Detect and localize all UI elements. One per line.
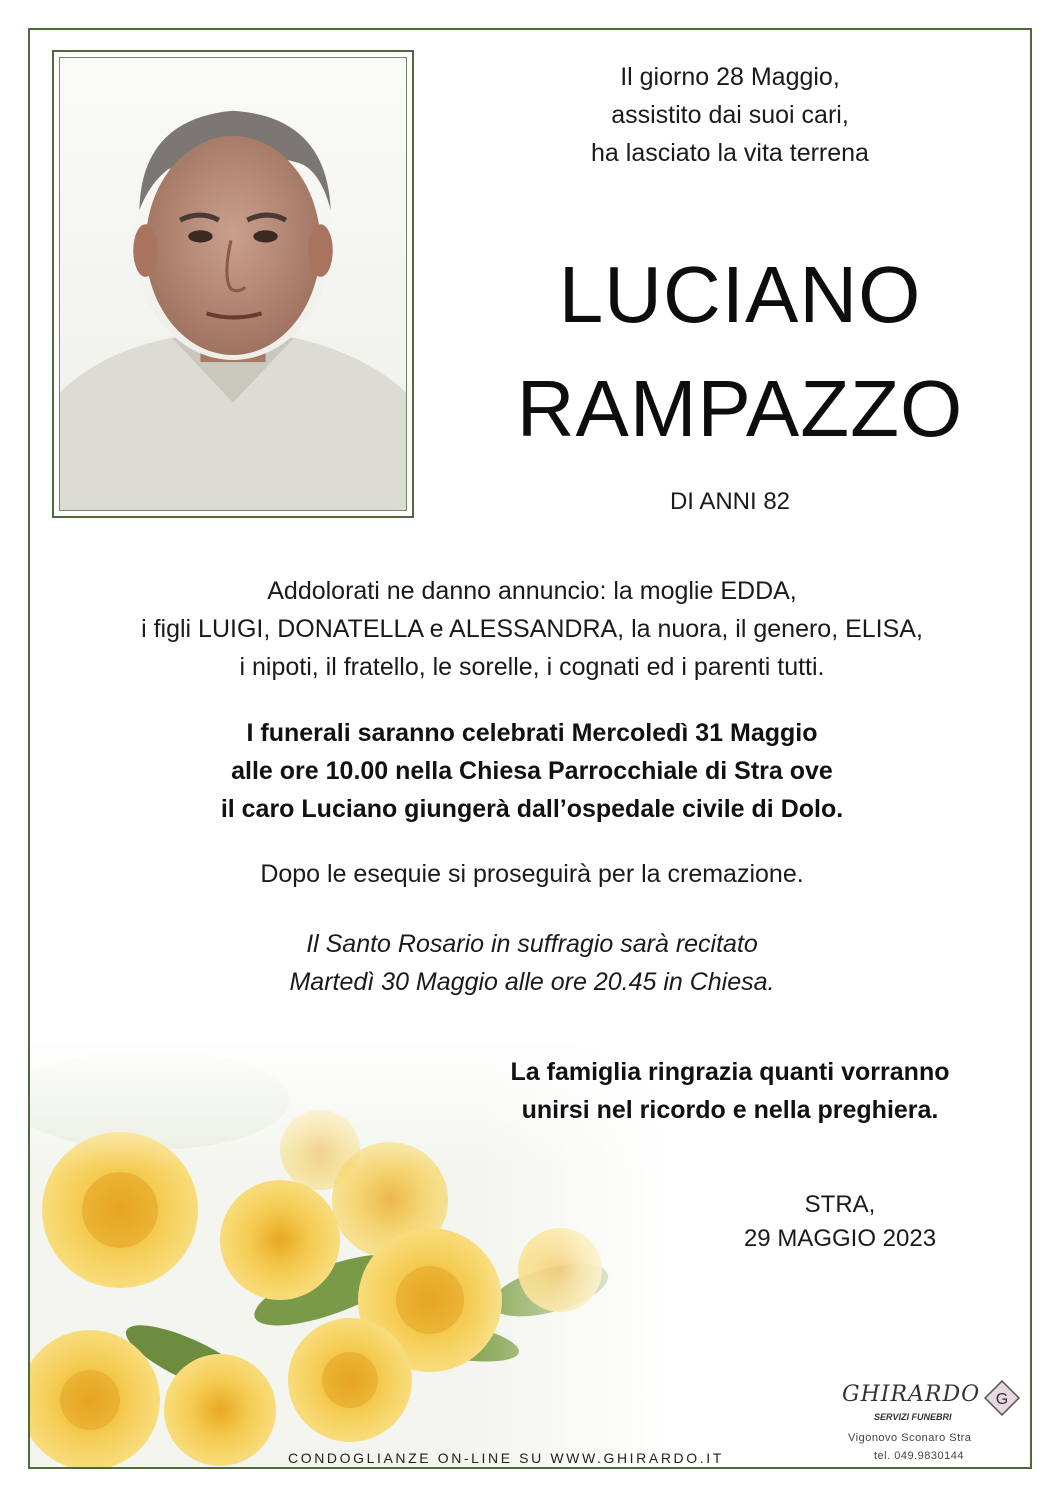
announcement-line: i figli LUIGI, DONATELLA e ALESSANDRA, la nuora, il genero, ELISA, [141,615,923,643]
place-date [710,1188,970,1256]
date: 29 MAGGIO 2023 [743,1225,937,1252]
funeral-line: I funerali saranno celebrati Mercoledì 31 Maggio [246,719,818,747]
funeral-line: alle ore 10.00 nella Chiesa Parrocchiale di Stra ove [231,757,833,785]
logo-badge-icon [982,1378,1022,1418]
announcement-line: i nipoti, il fratello, le sorelle, i cognati ed i parenti tutti. [239,653,825,681]
logo-badge-letter: G [995,1391,1009,1408]
rosary-text [70,925,994,1001]
cremation-text: Dopo le esequie si proseguirà per la cremazione. [260,860,804,888]
deceased-name [480,238,1000,466]
announcement-text [60,572,1004,686]
last-name: RAMPAZZO [516,364,964,453]
thanks-line: unirsi nel ricordo e nella preghiera. [521,1096,939,1124]
age-text: DI ANNI 82 [669,488,791,515]
logo-towns: Vigonovo Sconaro Stra [848,1432,972,1444]
logo-phone: tel. 049.9830144 [874,1450,964,1462]
intro-line: ha lasciato la vita terrena [591,139,869,167]
place: STRA, [804,1191,876,1218]
notice-frame [28,28,1032,1469]
announcement-line: Addolorati ne danno annuncio: la moglie EDDA, [267,577,797,605]
thanks-text [450,1053,1010,1129]
rosary-line: Il Santo Rosario in suffragio sarà recitato [306,930,758,958]
intro-line: Il giorno 28 Maggio, [620,63,840,91]
intro-text [570,58,890,172]
funeral-home-logo [836,1374,1026,1464]
funeral-line: il caro Luciano giungerà dall’ospedale civile di Dolo. [220,795,844,823]
thanks-line: La famiglia ringrazia quanti vorranno [510,1058,950,1086]
portrait-photo [59,57,407,511]
funeral-details [70,714,994,828]
condolences-link[interactable]: CONDOGLIANZE ON-LINE SU WWW.GHIRARDO.IT [288,1450,724,1466]
intro-line: assistito dai suoi cari, [611,101,849,129]
logo-name: GHIRARDO [842,1382,981,1407]
logo-subtitle: SERVIZI FUNEBRI [874,1412,952,1422]
rosary-line: Martedì 30 Maggio alle ore 20.45 in Chiesa. [289,968,775,996]
portrait-frame [52,50,414,518]
first-name: LUCIANO [558,250,922,339]
